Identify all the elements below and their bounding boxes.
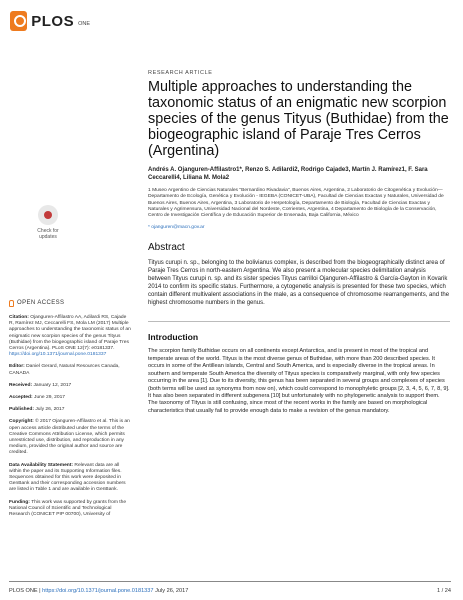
copyright-text: © 2017 Ojanguren-Affilastro et al. This is an open access article distributed under the terms of the Creative Commons Attribution License, which permits unrestricted use, distribution, and reproduction in any medium, provided the original author and source are credited. (9, 419, 130, 456)
published-date: July 26, 2017 (35, 407, 65, 413)
citation-block (9, 315, 131, 358)
footer-date: July 26, 2017 (155, 588, 189, 594)
data-availability-block (9, 463, 131, 494)
abstract-heading: Abstract (148, 242, 185, 254)
author-list: Andrés A. Ojanguren-Affilastro1*, Renzo S. Adilardi2, Rodrigo Cajade3, Martín J. Ramírez1, F. Sara Ceccarelli4, Liliana M. Mola2 (148, 167, 428, 181)
received-block (9, 383, 131, 389)
open-access-label: OPEN ACCESS (17, 300, 65, 307)
page-footer (9, 581, 451, 597)
data-availability-text: Relevant data are all within the paper and its Supporting Information files. Sequences obtained for this work were deposited in GenBank and their corresponding accession numbers are listed in Table 1 and are available in GenBank. (9, 462, 126, 493)
article-title: Multiple approaches to understanding the taxonomic status of an enigmatic new scorpion species of the genus Tityus (Buthidae) from the biogeographic island of Paraje Tres Cerros (Argentina) (148, 79, 449, 159)
footer-doi-link[interactable]: https://doi.org/10.1371/journal.pone.0181337 (42, 588, 154, 594)
citation-label: Citation: (9, 315, 29, 320)
funding-text: This work was supported by grants from the National Council of Scientific and Technological Research (CONICET PIP 00700), University of (9, 499, 127, 518)
page-number: 1 / 24 (437, 588, 451, 594)
article-info-sidebar (9, 300, 131, 524)
plos-logo (10, 9, 90, 33)
data-availability-label: Data Availability Statement: (9, 462, 74, 468)
editor-label: Editor: (9, 364, 25, 370)
citation-doi-link[interactable]: https://doi.org/10.1371/journal.pone.0181337 (9, 352, 107, 358)
plos-logo-icon (10, 11, 27, 31)
check-for-updates-button[interactable] (30, 205, 66, 249)
logo-sub: ONE (78, 21, 90, 27)
introduction-heading: Introduction (148, 332, 199, 343)
footer-citation: PLOS ONE | https://doi.org/10.1371/journal.pone.0181337 July 26, 2017 (9, 588, 189, 594)
introduction-text: The scorpion family Buthidae occurs on all continents except Antarctica, and is present in most of the tropical and temperate areas of the world. Tityus is the most diverse genus of Buthidae, with more than 200 described species. It occurs in some of the Antillean islands, Central and South America, and is especially diverse in the tropical areas. In southern and temperate South America the diversity of Tityus species is comparatively marginal, with only few species occurring in the area [1]. Due to its diversity, this genus has been separated in several groups and complexes of species (both terms will be used as synonyms from now on), which could correspond to monophyletic groups [2, 3, 4, 5, 6, 7, 8, 9]. It has also been separated in different subgenera [10] but unfortunately with no phylogenetic analysis to support them. The taxonomy of Tityus is still confusing, since most of the recent works in the family are based on morphological characteristics that usually fail to provide enough data to make a revision of the genus mandatory. (148, 348, 450, 414)
citation-text: Ojanguren-Affilastro AA, Adilardi RS, Cajade R, Ramírez MJ, Ceccarelli FS, Mola LM (2017) Multiple approaches to understanding the taxonomic status of an enigmatic new scorpion species of the genus Tityus (Buthidae) from the biogeographic island of Paraje Tres Cerros (Argentina). PLoS ONE 12(7): e0181337. (9, 315, 131, 352)
received-label: Received: (9, 382, 33, 388)
affiliations: 1 Museo Argentino de Ciencias Naturales "Bernardino Rivadavia", Buenos Aires, Argentina, 2 Laboratorio de Citogenética y Evolución—Departamento de Ecología, Genética y Evolución - IEGEBA (CONICET-UBA), Facultad de Ciencias Exactas y Naturales, Universidad de Buenos Aires, Buenos Aires, Argentina, 3 Laboratorio de Herpetología, Departamento de Biología, Facultad de Ciencias Exactas y Naturales y Agrimensura, Universidad Nacional del Nordeste, Corrientes, Argentina, 4 Departamento de Biología de la Conservación, Centro de Investigación Científica y de Educación Superior de Ensenada, Baja California, México (148, 188, 444, 219)
open-lock-icon (9, 300, 14, 307)
published-block (9, 407, 131, 413)
corresponding-email-link[interactable]: * ojanguren@macn.gov.ar (148, 225, 205, 231)
footer-journal: PLOS ONE (9, 588, 38, 594)
accepted-block (9, 395, 131, 401)
funding-label: Funding: (9, 499, 30, 505)
copyright-block (9, 419, 131, 456)
editor-text: Daniel Gerard, Natural Resources Canada, CANADA (9, 364, 120, 376)
open-access-badge (9, 300, 131, 307)
funding-block (9, 500, 131, 519)
corresponding-author (148, 225, 450, 230)
check-for-updates-icon (38, 205, 58, 225)
abstract-text: Tityus curupi n. sp., belonging to the bolivianus complex, is described from the biogeographically distinct area of Paraje Tres Cerros in north-eastern Argentina. We also present a molecular species delimitation analysis between Tityus curupi n. sp. and its sister species Tityus carrilloi Ojanguren-Affilastro & García-Gayton in Kovarik 2014 to confirm its specific status. Furthermore, a cytogenetic analysis is presented for these two species, which contain different multivalent associations in the male, as a consequence of chromosome rearrangements, and the highest chromosome numbers in the genus. (148, 260, 450, 307)
editor-block (9, 364, 131, 376)
check-for-updates-label: Check for updates (37, 228, 59, 240)
article-main (148, 70, 450, 415)
accepted-label: Accepted: (9, 395, 33, 401)
logo-word: PLOS (31, 12, 75, 30)
copyright-label: Copyright: (9, 419, 34, 425)
accepted-date: June 29, 2017 (34, 395, 66, 401)
published-label: Published: (9, 407, 34, 413)
section-divider (148, 321, 450, 322)
article-type: RESEARCH ARTICLE (148, 70, 213, 76)
received-date: January 12, 2017 (33, 382, 72, 388)
